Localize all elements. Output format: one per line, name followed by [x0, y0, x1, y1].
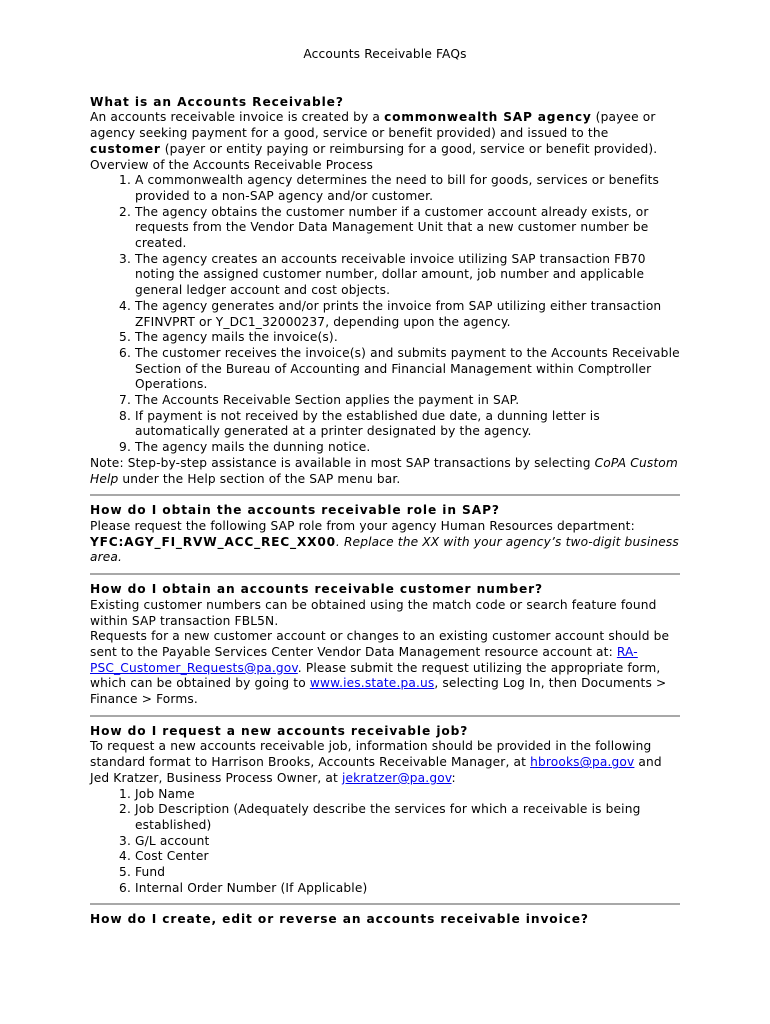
hbrooks-email-link[interactable]: hbrooks@pa.gov: [530, 755, 635, 770]
answer-paragraph: Requests for a new customer account or changes to an existing customer account should be sent to the Payable Services Center Vendor Data Management resource account at: RA-PSC_Customer_Requests@pa.gov. Please submit the request utilizing the appropriate form, which can be obtained by going to www.ies.state.pa.us, selecting Log In, then Documents > Finance > Forms.: [90, 629, 670, 707]
answer-paragraph: An accounts receivable invoice is created by a commonwealth SAP agency (payee or agency seeking payment for a good, service or benefit provided) and issued to the customer (payer or entity paying or reimbursing for a good, service or benefit provided).: [90, 110, 658, 156]
question-heading: What is an Accounts Receivable?: [90, 94, 344, 109]
ies-website-link[interactable]: www.ies.state.pa.us: [309, 676, 435, 691]
list-item: 4. Cost Center: [135, 849, 680, 865]
list-item: 2. Job Description (Adequately describe the services for which a receivable is being established): [135, 802, 680, 833]
question-heading: How do I request a new accounts receivable job?: [90, 723, 469, 738]
question-heading: How do I obtain an accounts receivable customer number?: [90, 582, 544, 597]
list-item: 2. The agency obtains the customer number if a customer account already exists, or requests from the Vendor Data Management Unit that a new customer number be created.: [135, 205, 680, 252]
list-item: 3. G/L account: [135, 834, 680, 850]
list-item: 3. The agency creates an accounts receivable invoice utilizing SAP transaction FB70 noting the assigned customer number, dollar amount, job number and applicable general ledger account and cost objects.: [135, 252, 680, 299]
answer-paragraph: To request a new accounts receivable job, information should be provided in the following standard format to Harrison Brooks, Accounts Receivable Manager, at hbrooks@pa.gov and Jed Kratzer, Business Process Owner, at jekratzer@pa.gov:: [90, 739, 662, 785]
list-item: 1. Job Name: [135, 787, 680, 803]
answer-paragraph: Existing customer numbers can be obtained using the match code or search feature found within SAP transaction FBL5N.: [90, 597, 657, 628]
faq-ar-role: [90, 503, 680, 566]
list-item: 4. The agency generates and/or prints the invoice from SAP utilizing either transaction ZFINVPRT or Y_DC1_32000237, depending upon the agency.: [135, 299, 680, 330]
bold-term: commonwealth SAP agency: [384, 110, 592, 125]
answer-paragraph: YFC:AGY_FI_RVW_ACC_REC_XX00. Replace the XX with your agency’s two-digit business area.: [90, 534, 679, 565]
list-item: 7. The Accounts Receivable Section applies the payment in SAP.: [135, 393, 680, 409]
bold-term: customer: [90, 141, 161, 156]
customer-requests-email-link[interactable]: RA-PSC_Customer_Requests@pa.gov: [90, 644, 638, 675]
section-divider: [90, 494, 680, 496]
section-divider: [90, 573, 680, 575]
faq-customer-number: [90, 582, 680, 708]
answer-paragraph: Please request the following SAP role from your agency Human Resources department:: [90, 518, 635, 533]
faq-new-ar-job: [90, 724, 680, 897]
jekratzer-email-link[interactable]: jekratzer@pa.gov: [342, 770, 452, 785]
list-item: 5. The agency mails the invoice(s).: [135, 330, 680, 346]
process-steps-list: [90, 173, 680, 456]
role-code: YFC:AGY_FI_RVW_ACC_REC_XX00: [90, 534, 336, 549]
list-item: 8. If payment is not received by the established due date, a dunning letter is automatically generated at a printer designated by the agency.: [135, 409, 680, 440]
faq-create-invoice: [90, 912, 680, 928]
list-item: 9. The agency mails the dunning notice.: [135, 440, 680, 456]
list-item: 5. Fund: [135, 865, 680, 881]
document-page: [90, 47, 680, 928]
italic-term: CoPA Custom Help: [90, 455, 678, 486]
faq-what-is-ar: [90, 95, 680, 488]
section-divider: [90, 903, 680, 905]
document-title: Accounts Receivable FAQs: [303, 47, 467, 61]
question-heading: How do I create, edit or reverse an accounts receivable invoice?: [90, 912, 589, 927]
overview-heading: Overview of the Accounts Receivable Process: [90, 157, 374, 172]
question-heading: How do I obtain the accounts receivable role in SAP?: [90, 503, 500, 518]
section-divider: [90, 715, 680, 717]
list-item: 1. A commonwealth agency determines the need to bill for goods, services or benefits provided to a non-SAP agency and/or customer.: [135, 173, 680, 204]
note-paragraph: Note: Step-by-step assistance is available in most SAP transactions by selecting CoPA Custom Help under the Help section of the SAP menu bar.: [90, 455, 678, 486]
list-item: 6. The customer receives the invoice(s) and submits payment to the Accounts Receivable Section of the Bureau of Accounting and Financial Management within Comptroller Operations.: [135, 346, 680, 393]
list-item: 6. Internal Order Number (If Applicable): [135, 881, 680, 897]
job-info-list: [90, 787, 680, 897]
